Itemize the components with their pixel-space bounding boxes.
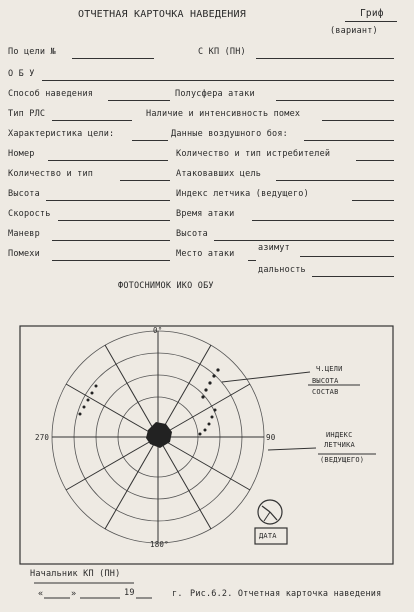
field-attacked-targets: Атаковавших цель [176, 169, 262, 179]
clock-hand-second [264, 512, 270, 521]
target-echo [212, 374, 215, 377]
target-tracks [79, 368, 220, 435]
target-echo [91, 392, 94, 395]
card-title: ОТЧЕТНАЯ КАРТОЧКА НАВЕДЕНИЯ [78, 9, 246, 20]
field-target-no: По цели № [8, 47, 56, 57]
target-echo [208, 423, 211, 426]
target-echo [204, 388, 207, 391]
field-attack-place: Место атаки [176, 249, 235, 259]
spoke [66, 437, 158, 490]
classification-label: Гриф [360, 8, 384, 19]
field-kp: С КП (ПН) [198, 47, 246, 57]
note-leader: (ВЕДУЩЕГО) [320, 456, 365, 464]
target-echo [204, 429, 207, 432]
field-jamming: Наличие и интенсивность помех [146, 109, 301, 119]
date-quote-close: » [71, 589, 77, 599]
date-box-label: ДАТА [259, 532, 277, 540]
target-echo [211, 416, 214, 419]
clock-hand-hour [262, 506, 270, 512]
spoke [105, 437, 158, 529]
spoke [66, 384, 158, 437]
field-maneuver: Маневр [8, 229, 40, 239]
field-fighters-count-type: Количество и тип истребителей [176, 149, 331, 159]
field-speed: Скорость [8, 209, 51, 219]
target-echo [95, 385, 98, 388]
field-attack-altitude: Высота [176, 229, 208, 239]
target-echo [201, 395, 204, 398]
year-prefix: 19 [124, 588, 135, 598]
target-echo [214, 409, 217, 412]
bearing-0-label: 0° [153, 326, 163, 335]
chief-label: Начальник КП (ПН) [30, 569, 121, 579]
field-target-characteristics: Характеристика цели: [8, 129, 115, 139]
spoke [158, 345, 211, 437]
field-rls-type: Тип РЛС [8, 109, 46, 119]
year-suffix: г. [172, 589, 183, 599]
note-index: ИНДЕКС [326, 431, 353, 439]
figure-caption: Рис.6.2. Отчетная карточка наведения [190, 589, 382, 599]
field-attack-time: Время атаки [176, 209, 235, 219]
date-quote-open: « [38, 589, 44, 599]
bearing-90-label: 90 [266, 433, 276, 442]
field-jamming-short: Помехи [8, 249, 40, 259]
photo-caption: ФОТОСНИМОК ИКО ОБУ [118, 281, 214, 291]
target-echo [87, 399, 90, 402]
field-range: дальность [258, 265, 306, 275]
bearing-270-label: 270 [35, 433, 50, 442]
field-guidance-method: Способ наведения [8, 89, 94, 99]
clock-hand-minute [270, 512, 277, 520]
target-echo [208, 381, 211, 384]
note-altitude: ВЫСОТА [312, 377, 339, 385]
spoke [158, 437, 211, 529]
field-air-combat-data: Данные воздушного боя: [171, 129, 288, 139]
bearing-180-label: 180° [150, 540, 169, 549]
target-echo [216, 368, 219, 371]
leader-line-top [222, 372, 310, 382]
variant-label: (вариант) [330, 26, 378, 36]
field-altitude: Высота [8, 189, 40, 199]
spoke [158, 437, 250, 490]
target-echo [83, 406, 86, 409]
field-obu: О Б У [8, 69, 35, 79]
field-quantity-type: Количество и тип [8, 169, 94, 179]
leader-line-bottom [268, 448, 316, 450]
target-echo [199, 433, 202, 436]
note-target-no: Ч.ЦЕЛИ [316, 365, 343, 373]
field-azimuth: азимут [258, 243, 290, 253]
note-composition: СОСТАВ [312, 388, 339, 396]
field-attack-hemisphere: Полусфера атаки [175, 89, 255, 99]
field-number: Номер [8, 149, 35, 159]
spoke [105, 345, 158, 437]
field-pilot-index: Индекс летчика (ведущего) [176, 189, 309, 199]
center-echo [146, 422, 172, 448]
note-pilot: ЛЕТЧИКА [324, 441, 355, 449]
target-echo [79, 413, 82, 416]
